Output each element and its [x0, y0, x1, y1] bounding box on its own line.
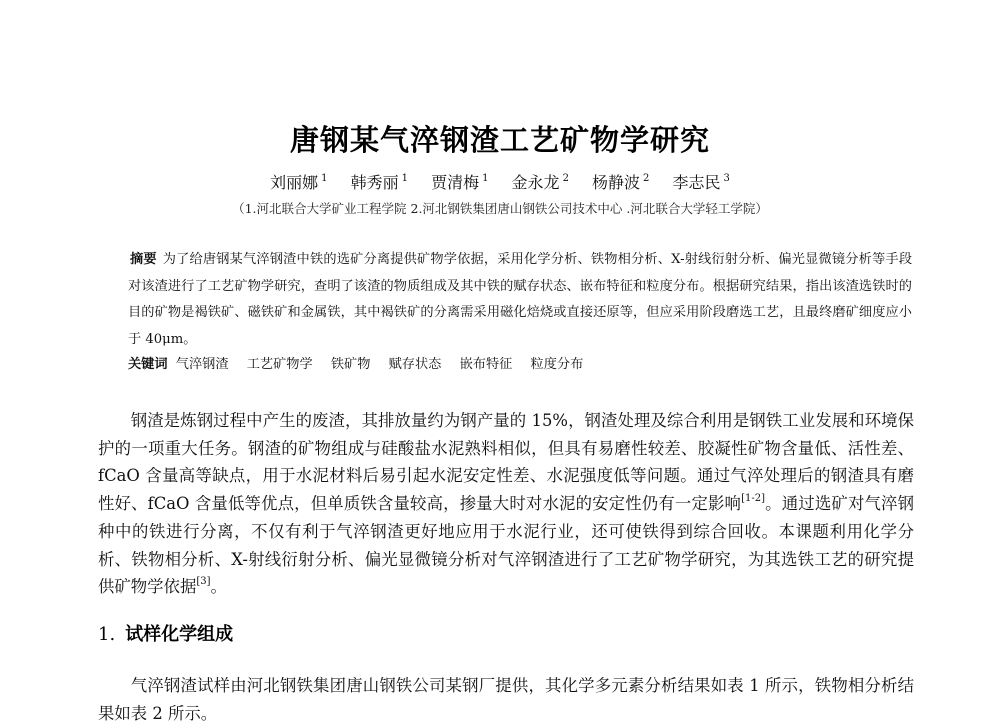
affiliations: （1.河北联合大学矿业工程学院 2.河北钢铁集团唐山钢铁公司技术中心 .河北联合大学轻工学院） — [232, 201, 768, 216]
abstract-text: 为了给唐钢某气淬钢渣中铁的选矿分离提供矿物学依据，采用化学分析、铁物相分析、X-射线衍射分析、偏光显微镜分析等手段对该渣进行了工艺矿物学研究，查明了该渣的物质组成及其中铁的赋存状态、嵌布特征和粒度分布。根据研究结果，指出该渣选铁时的目的矿物是褐铁矿、磁铁矿和金属铁，其中褐铁矿的分离需采用磁化焙烧或直接还原等，但应采用阶段磨选工艺，且最终磨矿细度应小于 40μm。 — [128, 252, 913, 347]
abstract-label: 摘要 — [130, 252, 157, 267]
intro-text-2: 。通过选矿对气淬钢种中的铁进行分离，不仅有利于气淬钢渣更好地应用于水泥行业，还可使铁得到综合回收。本课题利用化学分析、铁物相分析、X-射线衍射分析、偏光显微镜分析对气淬钢渣进行了工艺矿物学研究，为其选铁工艺的研究提供矿物学依据 — [98, 494, 914, 597]
author — [673, 170, 730, 193]
citation-ref: [3] — [196, 576, 211, 588]
keyword: 工艺矿物学 — [246, 357, 313, 372]
section-number: 1. — [98, 624, 116, 645]
author-name: 韩秀丽 — [350, 173, 399, 192]
author — [351, 170, 408, 193]
author-list — [0, 170, 1000, 193]
author — [592, 170, 649, 193]
author-affil-mark: 3 — [723, 173, 730, 184]
author — [431, 170, 488, 193]
author-affil-mark: 1 — [482, 173, 489, 184]
section-heading — [98, 620, 233, 646]
author-affil-mark: 2 — [562, 173, 569, 184]
author-name: 杨静波 — [592, 173, 641, 192]
author-name: 李志民 — [672, 173, 721, 192]
author-affil-mark: 1 — [321, 173, 328, 184]
intro-paragraph — [98, 407, 914, 601]
author-affil-mark: 2 — [643, 173, 650, 184]
keyword: 粒度分布 — [530, 357, 584, 372]
abstract — [128, 247, 912, 353]
citation-ref: [1-2] — [741, 493, 766, 505]
author — [512, 170, 569, 193]
author-name: 贾清梅 — [431, 173, 480, 192]
intro-text-1: 钢渣是炼钢过程中产生的废渣，其排放量约为钢产量的 15%，钢渣处理及综合利用是钢铁工业发展和环境保护的一项重大任务。钢渣的矿物组成与硅酸盐水泥熟料相似，但具有易磨性较差、胶凝性矿物含量低、活性差、fCaO 含量高等缺点，用于水泥材料后易引起水泥安定性差、水泥强度低等问题。通过气淬处理后的钢渣具有磨性好、fCaO 含量低等优点，但单质铁含量较高，掺量大时对水泥的安定性仍有一定影响 — [98, 411, 914, 514]
paper-title: 唐钢某气淬钢渣工艺矿物学研究 — [289, 123, 710, 157]
intro-text-3: 。 — [210, 577, 227, 597]
author — [270, 170, 327, 193]
author-name: 刘丽娜 — [270, 173, 319, 192]
keyword: 嵌布特征 — [459, 357, 513, 372]
keywords — [128, 352, 912, 378]
section-title-text: 试样化学组成 — [125, 624, 234, 645]
keyword: 赋存状态 — [388, 357, 442, 372]
author-affil-mark: 1 — [401, 173, 408, 184]
section1-paragraph: 气淬钢渣试样由河北钢铁集团唐山钢铁公司某钢厂提供，其化学多元素分析结果如表 1 所示，铁物相分析结果如表 2 所示。 — [98, 676, 914, 723]
keywords-label: 关键词 — [128, 357, 168, 372]
author-name: 金永龙 — [511, 173, 560, 192]
keyword: 铁矿物 — [330, 357, 371, 372]
keyword: 气淬钢渣 — [175, 357, 229, 372]
